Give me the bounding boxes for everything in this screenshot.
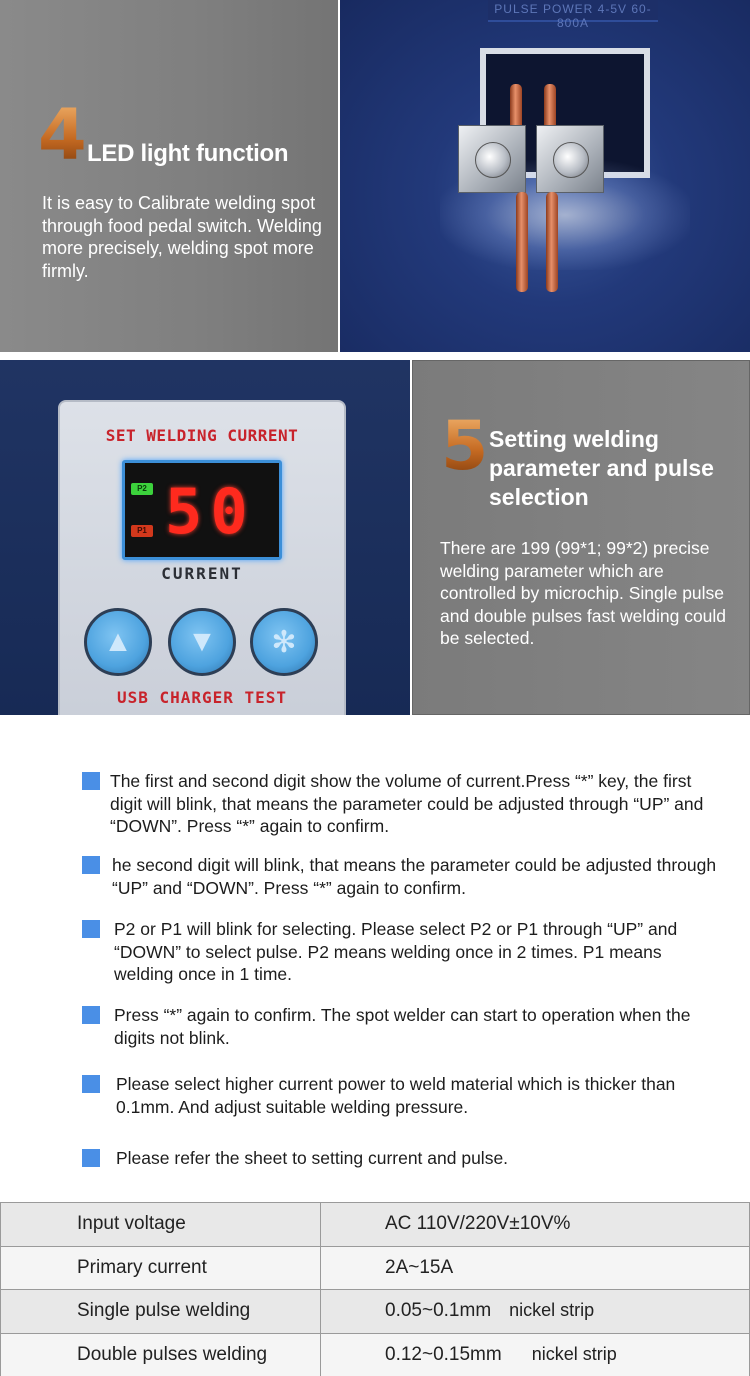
up-arrow-icon: ▲	[84, 608, 152, 676]
list-item-text: he second digit will blink, that means the parameter could be adjusted through “UP” and “DOWN”. Press “*” again to confirm.	[112, 855, 717, 898]
panel-bottom-label: USB CHARGER TEST	[116, 688, 288, 707]
section-parameter-setting	[0, 360, 750, 715]
electrode-right-tip	[546, 192, 558, 292]
control-panel	[58, 400, 346, 715]
device-label-plate	[488, 0, 658, 30]
led-indicator-p1: P1	[131, 525, 153, 537]
led-indicator-p2: P2	[131, 483, 153, 495]
spec-value-text: 2A~15A	[385, 1256, 454, 1278]
spec-value	[321, 1290, 750, 1334]
display-label: CURRENT	[161, 564, 243, 583]
spec-value	[321, 1246, 750, 1290]
bullet-square-icon	[82, 1149, 100, 1167]
spec-table	[0, 1202, 750, 1376]
led-display	[122, 460, 282, 560]
table-row	[1, 1203, 750, 1247]
table-row	[1, 1290, 750, 1334]
down-arrow-icon: ▼	[168, 608, 236, 676]
section-number-4: 4	[38, 94, 87, 176]
electrode-holder-right	[536, 125, 604, 193]
bullet-square-icon	[82, 920, 100, 938]
panel-title: SET WELDING CURRENT	[105, 426, 299, 445]
star-icon: ✻	[250, 608, 318, 676]
welder-led-photo	[340, 0, 750, 352]
section4-description: It is easy to Calibrate welding spot through food pedal switch. Welding more precisely, welding spot more firmly.	[42, 193, 322, 281]
list-item-text: P2 or P1 will blink for selecting. Please select P2 or P1 through “UP” and “DOWN” to select pulse. P2 means welding once in 2 times. P1 means welding once in 1 time.	[114, 919, 678, 984]
bullet-square-icon	[82, 1006, 100, 1024]
spec-unit: nickel strip	[531, 1343, 617, 1364]
control-panel-photo	[0, 360, 410, 715]
section-led-light	[0, 0, 750, 352]
spec-value-text: 0.12~0.15mm	[385, 1343, 502, 1365]
list-item-text: Press “*” again to confirm. The spot welder can start to operation when the digits not blink.	[114, 1005, 691, 1048]
section-number-5: 5	[441, 407, 489, 486]
table-row	[1, 1333, 750, 1376]
spec-label: Primary current	[1, 1246, 321, 1290]
display-value: 50	[165, 475, 256, 548]
bullet-square-icon	[82, 772, 100, 790]
spec-label: Input voltage	[1, 1203, 321, 1247]
spec-value	[321, 1203, 750, 1247]
section4-title: LED light function	[87, 140, 289, 167]
table-row	[1, 1246, 750, 1290]
section5-title: Setting welding parameter and pulse selection	[489, 426, 714, 510]
spec-value-text: 0.05~0.1mm	[385, 1300, 492, 1322]
screw-icon	[475, 142, 511, 178]
device-label: PULSE POWER 4-5V 60-800A	[494, 2, 652, 30]
bullet-square-icon	[82, 1075, 100, 1093]
section5-text-panel	[412, 360, 750, 715]
spec-unit: nickel strip	[509, 1300, 595, 1321]
spec-label: Double pulses welding	[1, 1333, 321, 1376]
section4-text-panel	[0, 0, 338, 352]
section5-description: There are 199 (99*1; 99*2) precise welding parameter which are controlled by microchip. Single pulse and double pulses fast welding could be selected.	[440, 538, 727, 648]
list-item-text: The first and second digit show the volume of current.Press “*” key, the first digit will blink, that means the parameter could be adjusted through “UP” and “DOWN”. Press “*” again to confirm.	[110, 771, 704, 836]
electrode-holder-left	[458, 125, 526, 193]
electrode-left-tip	[516, 192, 528, 292]
spec-label: Single pulse welding	[1, 1290, 321, 1334]
screw-icon	[553, 142, 589, 178]
list-item-text: Please select higher current power to weld material which is thicker than 0.1mm. And adjust suitable welding pressure.	[116, 1074, 676, 1117]
spec-value	[321, 1333, 750, 1376]
list-item-text: Please refer the sheet to setting current and pulse.	[116, 1148, 509, 1168]
bullet-square-icon	[82, 856, 100, 874]
spec-value-text: AC 110V/220V±10V%	[385, 1213, 571, 1235]
